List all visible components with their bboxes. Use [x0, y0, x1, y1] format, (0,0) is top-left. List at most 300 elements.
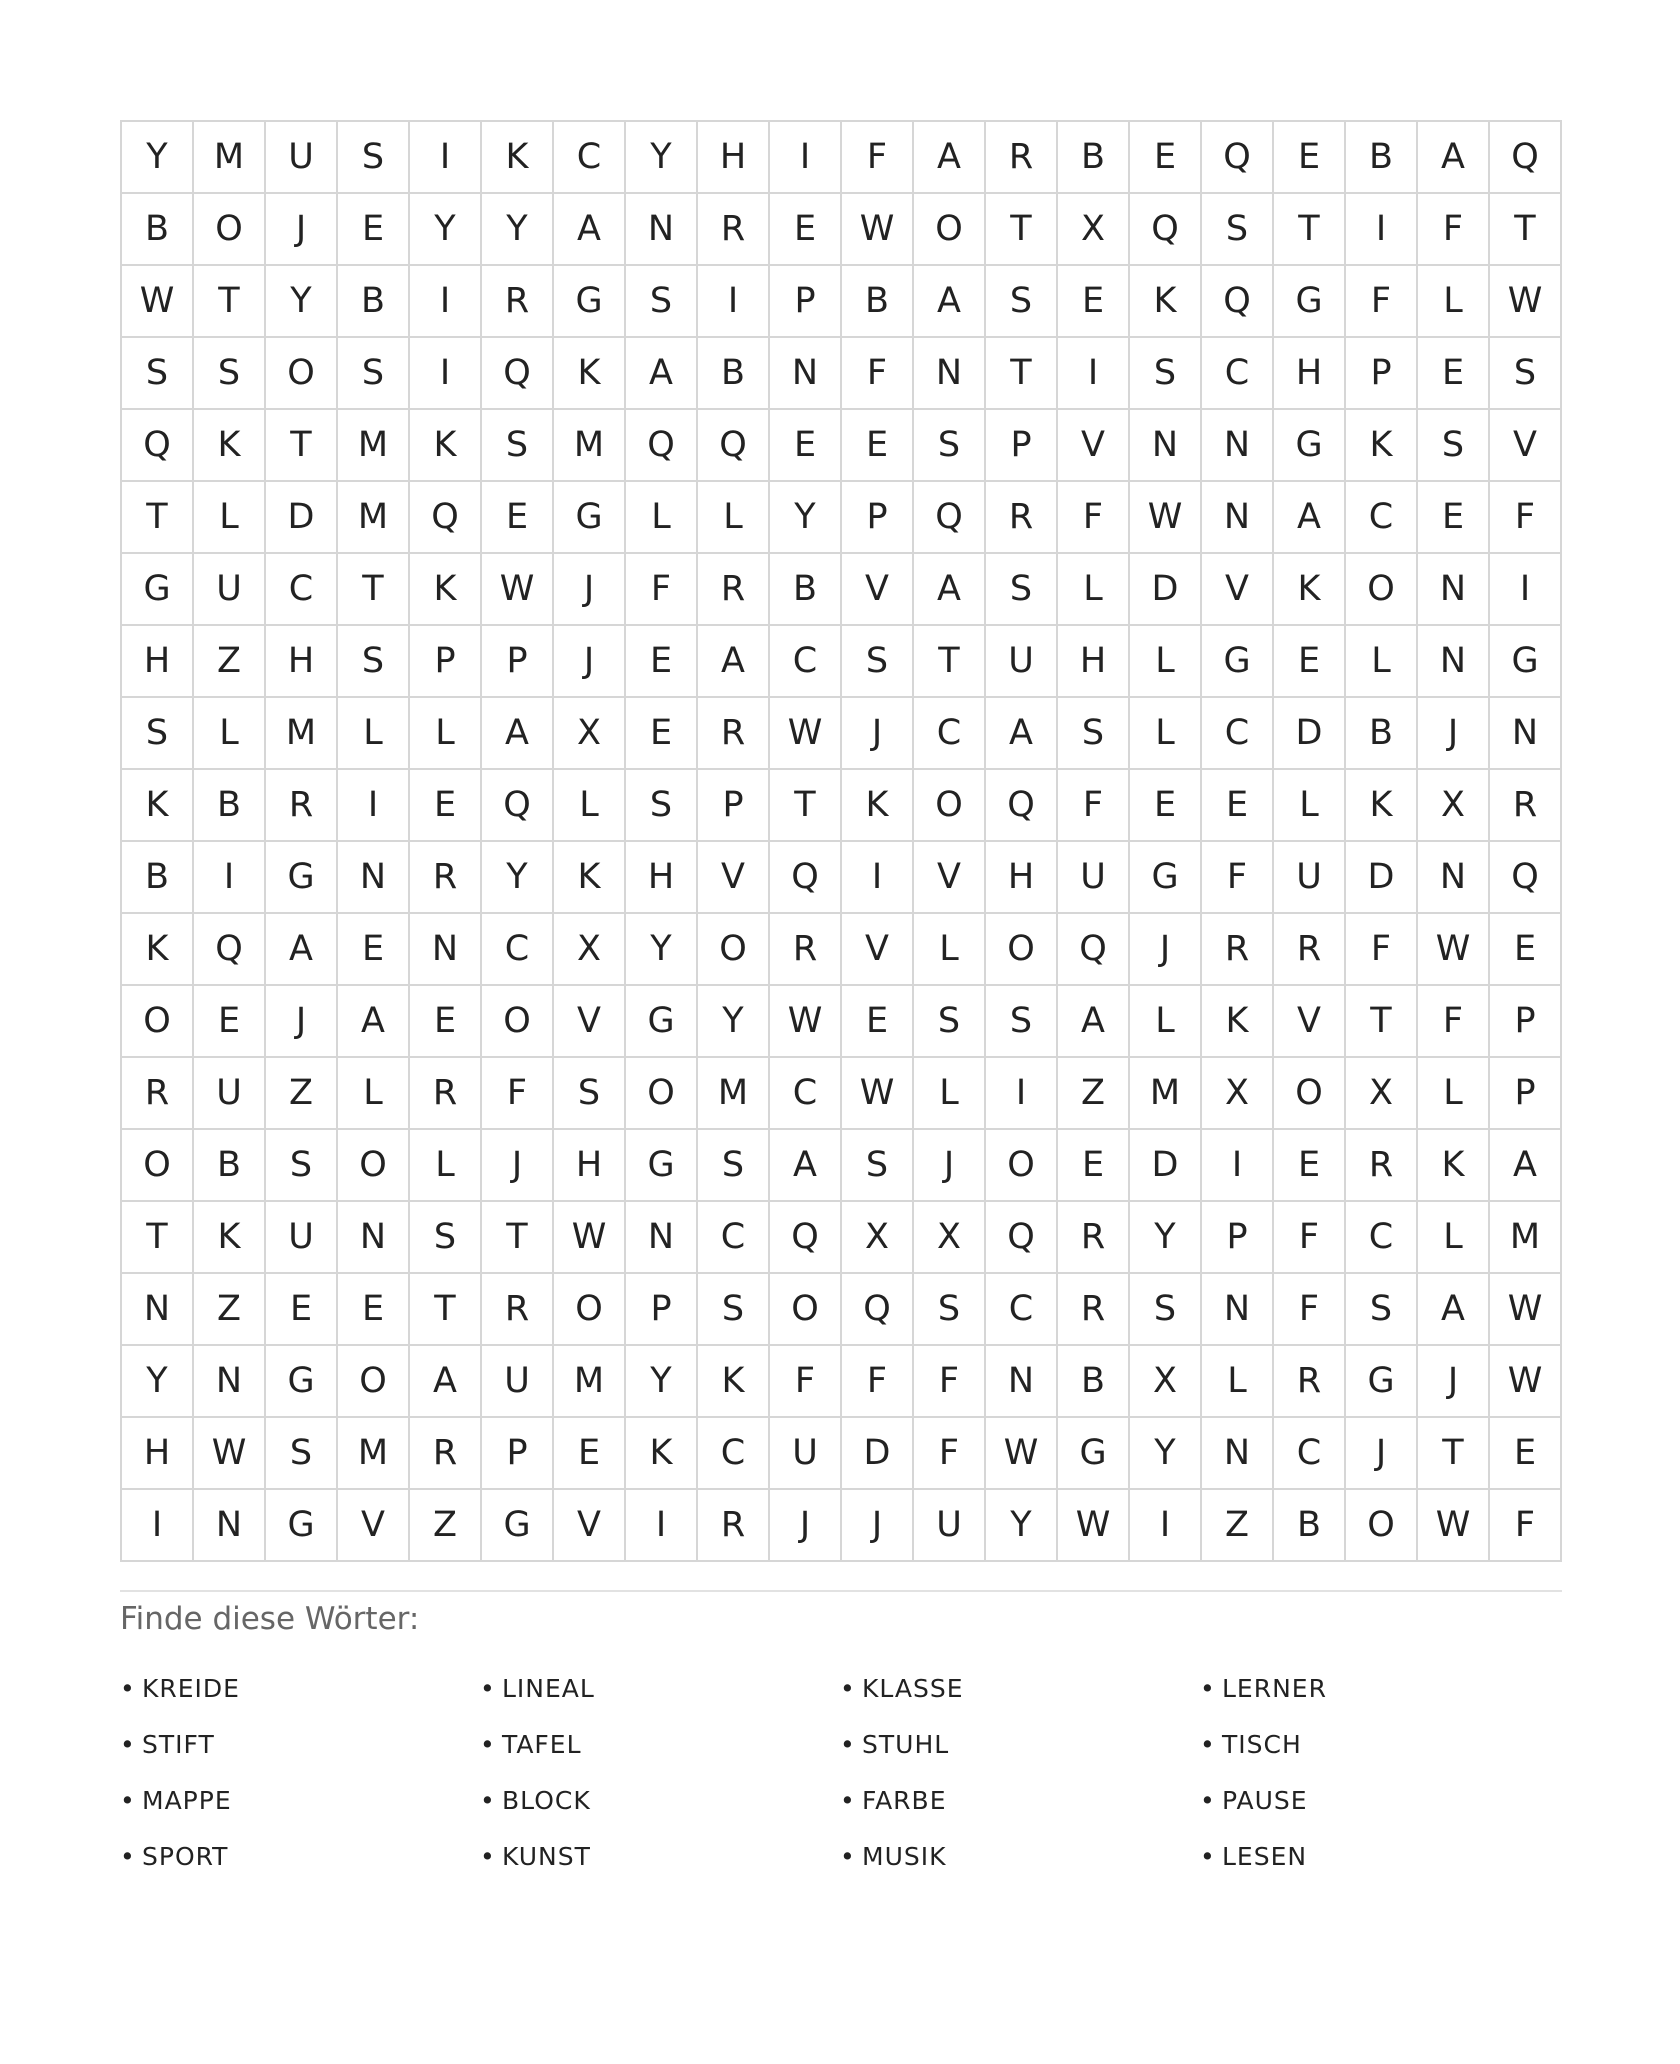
- grid-cell[interactable]: V: [1490, 410, 1562, 482]
- grid-cell[interactable]: Y: [626, 122, 698, 194]
- grid-cell[interactable]: W: [1418, 914, 1490, 986]
- grid-cell[interactable]: T: [986, 194, 1058, 266]
- grid-cell[interactable]: R: [266, 770, 338, 842]
- grid-cell[interactable]: W: [122, 266, 194, 338]
- grid-cell[interactable]: L: [698, 482, 770, 554]
- grid-cell[interactable]: J: [770, 1490, 842, 1562]
- grid-cell[interactable]: A: [482, 698, 554, 770]
- grid-cell[interactable]: N: [1202, 410, 1274, 482]
- grid-cell[interactable]: A: [914, 554, 986, 626]
- grid-cell[interactable]: S: [698, 1130, 770, 1202]
- grid-cell[interactable]: R: [410, 842, 482, 914]
- grid-cell[interactable]: L: [1130, 698, 1202, 770]
- grid-cell[interactable]: E: [1130, 122, 1202, 194]
- grid-cell[interactable]: W: [1490, 1274, 1562, 1346]
- grid-cell[interactable]: Y: [698, 986, 770, 1058]
- grid-cell[interactable]: K: [194, 410, 266, 482]
- grid-cell[interactable]: U: [266, 1202, 338, 1274]
- grid-cell[interactable]: N: [1418, 842, 1490, 914]
- grid-cell[interactable]: C: [266, 554, 338, 626]
- grid-cell[interactable]: C: [698, 1202, 770, 1274]
- grid-cell[interactable]: I: [410, 122, 482, 194]
- grid-cell[interactable]: E: [338, 914, 410, 986]
- grid-cell[interactable]: U: [482, 1346, 554, 1418]
- grid-cell[interactable]: G: [1058, 1418, 1130, 1490]
- grid-cell[interactable]: R: [410, 1058, 482, 1130]
- grid-cell[interactable]: O: [986, 914, 1058, 986]
- grid-cell[interactable]: V: [1202, 554, 1274, 626]
- grid-cell[interactable]: V: [914, 842, 986, 914]
- grid-cell[interactable]: X: [1202, 1058, 1274, 1130]
- grid-cell[interactable]: E: [1130, 770, 1202, 842]
- grid-cell[interactable]: L: [1274, 770, 1346, 842]
- grid-cell[interactable]: K: [1346, 770, 1418, 842]
- grid-cell[interactable]: O: [770, 1274, 842, 1346]
- grid-cell[interactable]: N: [1490, 698, 1562, 770]
- grid-cell[interactable]: B: [770, 554, 842, 626]
- grid-cell[interactable]: G: [266, 1490, 338, 1562]
- grid-cell[interactable]: S: [842, 626, 914, 698]
- grid-cell[interactable]: I: [842, 842, 914, 914]
- grid-cell[interactable]: U: [986, 626, 1058, 698]
- grid-cell[interactable]: Y: [626, 1346, 698, 1418]
- grid-cell[interactable]: C: [1202, 698, 1274, 770]
- grid-cell[interactable]: A: [266, 914, 338, 986]
- grid-cell[interactable]: X: [1346, 1058, 1418, 1130]
- grid-cell[interactable]: I: [410, 266, 482, 338]
- grid-cell[interactable]: U: [1274, 842, 1346, 914]
- grid-cell[interactable]: J: [554, 626, 626, 698]
- grid-cell[interactable]: S: [626, 266, 698, 338]
- grid-cell[interactable]: Y: [1130, 1418, 1202, 1490]
- grid-cell[interactable]: L: [914, 1058, 986, 1130]
- grid-cell[interactable]: S: [1202, 194, 1274, 266]
- grid-cell[interactable]: B: [1346, 698, 1418, 770]
- grid-cell[interactable]: I: [1490, 554, 1562, 626]
- grid-cell[interactable]: L: [914, 914, 986, 986]
- grid-cell[interactable]: T: [1490, 194, 1562, 266]
- grid-cell[interactable]: Q: [482, 338, 554, 410]
- grid-cell[interactable]: W: [554, 1202, 626, 1274]
- grid-cell[interactable]: S: [986, 986, 1058, 1058]
- grid-cell[interactable]: M: [338, 482, 410, 554]
- grid-cell[interactable]: Q: [1202, 122, 1274, 194]
- grid-cell[interactable]: H: [554, 1130, 626, 1202]
- grid-cell[interactable]: U: [194, 1058, 266, 1130]
- grid-cell[interactable]: K: [410, 554, 482, 626]
- grid-cell[interactable]: R: [1274, 914, 1346, 986]
- grid-cell[interactable]: B: [1346, 122, 1418, 194]
- grid-cell[interactable]: Y: [122, 1346, 194, 1418]
- grid-cell[interactable]: R: [1346, 1130, 1418, 1202]
- grid-cell[interactable]: E: [626, 698, 698, 770]
- grid-cell[interactable]: K: [554, 338, 626, 410]
- grid-cell[interactable]: O: [986, 1130, 1058, 1202]
- grid-cell[interactable]: T: [914, 626, 986, 698]
- grid-cell[interactable]: O: [914, 194, 986, 266]
- grid-cell[interactable]: X: [554, 914, 626, 986]
- grid-cell[interactable]: O: [698, 914, 770, 986]
- grid-cell[interactable]: G: [1130, 842, 1202, 914]
- grid-cell[interactable]: H: [1058, 626, 1130, 698]
- grid-cell[interactable]: Z: [194, 1274, 266, 1346]
- grid-cell[interactable]: Q: [770, 1202, 842, 1274]
- grid-cell[interactable]: Y: [482, 194, 554, 266]
- grid-cell[interactable]: P: [410, 626, 482, 698]
- grid-cell[interactable]: W: [482, 554, 554, 626]
- grid-cell[interactable]: G: [626, 986, 698, 1058]
- grid-cell[interactable]: G: [626, 1130, 698, 1202]
- grid-cell[interactable]: N: [1418, 626, 1490, 698]
- grid-cell[interactable]: R: [698, 554, 770, 626]
- grid-cell[interactable]: P: [482, 1418, 554, 1490]
- grid-cell[interactable]: S: [1058, 698, 1130, 770]
- grid-cell[interactable]: G: [554, 482, 626, 554]
- grid-cell[interactable]: O: [266, 338, 338, 410]
- grid-cell[interactable]: E: [1490, 914, 1562, 986]
- grid-cell[interactable]: O: [1274, 1058, 1346, 1130]
- grid-cell[interactable]: O: [194, 194, 266, 266]
- grid-cell[interactable]: G: [1490, 626, 1562, 698]
- grid-cell[interactable]: J: [266, 986, 338, 1058]
- grid-cell[interactable]: E: [194, 986, 266, 1058]
- grid-cell[interactable]: C: [914, 698, 986, 770]
- grid-cell[interactable]: M: [1490, 1202, 1562, 1274]
- grid-cell[interactable]: T: [122, 1202, 194, 1274]
- grid-cell[interactable]: K: [1130, 266, 1202, 338]
- grid-cell[interactable]: Z: [266, 1058, 338, 1130]
- grid-cell[interactable]: K: [698, 1346, 770, 1418]
- grid-cell[interactable]: G: [266, 842, 338, 914]
- grid-cell[interactable]: Q: [1058, 914, 1130, 986]
- grid-cell[interactable]: F: [1058, 482, 1130, 554]
- grid-cell[interactable]: O: [122, 1130, 194, 1202]
- grid-cell[interactable]: E: [554, 1418, 626, 1490]
- grid-cell[interactable]: R: [1058, 1202, 1130, 1274]
- grid-cell[interactable]: S: [1346, 1274, 1418, 1346]
- grid-cell[interactable]: M: [698, 1058, 770, 1130]
- grid-cell[interactable]: U: [194, 554, 266, 626]
- grid-cell[interactable]: W: [986, 1418, 1058, 1490]
- grid-cell[interactable]: J: [842, 698, 914, 770]
- grid-cell[interactable]: J: [482, 1130, 554, 1202]
- grid-cell[interactable]: I: [410, 338, 482, 410]
- grid-cell[interactable]: V: [842, 914, 914, 986]
- grid-cell[interactable]: E: [410, 770, 482, 842]
- grid-cell[interactable]: A: [1058, 986, 1130, 1058]
- grid-cell[interactable]: I: [1346, 194, 1418, 266]
- grid-cell[interactable]: I: [770, 122, 842, 194]
- grid-cell[interactable]: N: [626, 1202, 698, 1274]
- grid-cell[interactable]: K: [122, 914, 194, 986]
- grid-cell[interactable]: T: [986, 338, 1058, 410]
- grid-cell[interactable]: U: [266, 122, 338, 194]
- grid-cell[interactable]: E: [1490, 1418, 1562, 1490]
- grid-cell[interactable]: W: [1130, 482, 1202, 554]
- grid-cell[interactable]: D: [842, 1418, 914, 1490]
- grid-cell[interactable]: M: [194, 122, 266, 194]
- grid-cell[interactable]: F: [914, 1346, 986, 1418]
- grid-cell[interactable]: K: [842, 770, 914, 842]
- grid-cell[interactable]: O: [914, 770, 986, 842]
- grid-cell[interactable]: S: [986, 554, 1058, 626]
- grid-cell[interactable]: V: [554, 986, 626, 1058]
- grid-cell[interactable]: A: [410, 1346, 482, 1418]
- grid-cell[interactable]: Q: [122, 410, 194, 482]
- grid-cell[interactable]: E: [1274, 626, 1346, 698]
- grid-cell[interactable]: S: [122, 698, 194, 770]
- grid-cell[interactable]: Q: [482, 770, 554, 842]
- grid-cell[interactable]: C: [1274, 1418, 1346, 1490]
- grid-cell[interactable]: Q: [194, 914, 266, 986]
- grid-cell[interactable]: V: [1274, 986, 1346, 1058]
- grid-cell[interactable]: M: [554, 410, 626, 482]
- grid-cell[interactable]: F: [1274, 1274, 1346, 1346]
- grid-cell[interactable]: G: [266, 1346, 338, 1418]
- grid-cell[interactable]: P: [698, 770, 770, 842]
- grid-cell[interactable]: F: [1418, 194, 1490, 266]
- grid-cell[interactable]: P: [770, 266, 842, 338]
- grid-cell[interactable]: S: [1130, 338, 1202, 410]
- grid-cell[interactable]: E: [1274, 122, 1346, 194]
- grid-cell[interactable]: C: [698, 1418, 770, 1490]
- grid-cell[interactable]: I: [1130, 1490, 1202, 1562]
- grid-cell[interactable]: O: [338, 1130, 410, 1202]
- grid-cell[interactable]: L: [410, 698, 482, 770]
- grid-cell[interactable]: L: [626, 482, 698, 554]
- grid-cell[interactable]: Y: [770, 482, 842, 554]
- grid-cell[interactable]: U: [1058, 842, 1130, 914]
- grid-cell[interactable]: Q: [1490, 842, 1562, 914]
- grid-cell[interactable]: M: [266, 698, 338, 770]
- grid-cell[interactable]: C: [770, 1058, 842, 1130]
- grid-cell[interactable]: P: [1490, 986, 1562, 1058]
- grid-cell[interactable]: N: [194, 1490, 266, 1562]
- grid-cell[interactable]: F: [914, 1418, 986, 1490]
- grid-cell[interactable]: J: [914, 1130, 986, 1202]
- grid-cell[interactable]: N: [986, 1346, 1058, 1418]
- grid-cell[interactable]: J: [554, 554, 626, 626]
- grid-cell[interactable]: C: [554, 122, 626, 194]
- grid-cell[interactable]: J: [266, 194, 338, 266]
- grid-cell[interactable]: Q: [986, 1202, 1058, 1274]
- grid-cell[interactable]: R: [698, 194, 770, 266]
- grid-cell[interactable]: E: [482, 482, 554, 554]
- grid-cell[interactable]: R: [410, 1418, 482, 1490]
- grid-cell[interactable]: Q: [1490, 122, 1562, 194]
- grid-cell[interactable]: E: [1058, 1130, 1130, 1202]
- grid-cell[interactable]: V: [1058, 410, 1130, 482]
- grid-cell[interactable]: O: [482, 986, 554, 1058]
- grid-cell[interactable]: R: [986, 482, 1058, 554]
- grid-cell[interactable]: G: [554, 266, 626, 338]
- grid-cell[interactable]: E: [626, 626, 698, 698]
- grid-cell[interactable]: Y: [122, 122, 194, 194]
- grid-cell[interactable]: B: [1058, 122, 1130, 194]
- grid-cell[interactable]: H: [1274, 338, 1346, 410]
- grid-cell[interactable]: L: [338, 1058, 410, 1130]
- grid-cell[interactable]: I: [194, 842, 266, 914]
- grid-cell[interactable]: O: [626, 1058, 698, 1130]
- grid-cell[interactable]: R: [1202, 914, 1274, 986]
- grid-cell[interactable]: R: [986, 122, 1058, 194]
- grid-cell[interactable]: C: [1202, 338, 1274, 410]
- grid-cell[interactable]: W: [1490, 266, 1562, 338]
- grid-cell[interactable]: T: [1346, 986, 1418, 1058]
- grid-cell[interactable]: J: [1346, 1418, 1418, 1490]
- grid-cell[interactable]: L: [1058, 554, 1130, 626]
- grid-cell[interactable]: Q: [698, 410, 770, 482]
- grid-cell[interactable]: F: [842, 338, 914, 410]
- grid-cell[interactable]: E: [842, 410, 914, 482]
- grid-cell[interactable]: H: [122, 626, 194, 698]
- grid-cell[interactable]: V: [842, 554, 914, 626]
- grid-cell[interactable]: N: [770, 338, 842, 410]
- grid-cell[interactable]: W: [194, 1418, 266, 1490]
- grid-cell[interactable]: K: [1274, 554, 1346, 626]
- grid-cell[interactable]: T: [482, 1202, 554, 1274]
- grid-cell[interactable]: S: [626, 770, 698, 842]
- grid-cell[interactable]: D: [1274, 698, 1346, 770]
- grid-cell[interactable]: J: [1130, 914, 1202, 986]
- grid-cell[interactable]: R: [698, 698, 770, 770]
- grid-cell[interactable]: R: [698, 1490, 770, 1562]
- grid-cell[interactable]: E: [338, 1274, 410, 1346]
- grid-cell[interactable]: C: [1346, 482, 1418, 554]
- grid-cell[interactable]: E: [266, 1274, 338, 1346]
- grid-cell[interactable]: K: [1418, 1130, 1490, 1202]
- grid-cell[interactable]: A: [1274, 482, 1346, 554]
- grid-cell[interactable]: H: [626, 842, 698, 914]
- grid-cell[interactable]: Z: [410, 1490, 482, 1562]
- grid-cell[interactable]: Y: [986, 1490, 1058, 1562]
- grid-cell[interactable]: X: [1130, 1346, 1202, 1418]
- grid-cell[interactable]: I: [626, 1490, 698, 1562]
- grid-cell[interactable]: P: [1202, 1202, 1274, 1274]
- grid-cell[interactable]: Y: [266, 266, 338, 338]
- grid-cell[interactable]: C: [986, 1274, 1058, 1346]
- grid-cell[interactable]: A: [986, 698, 1058, 770]
- grid-cell[interactable]: F: [1346, 266, 1418, 338]
- grid-cell[interactable]: K: [122, 770, 194, 842]
- grid-cell[interactable]: A: [698, 626, 770, 698]
- grid-cell[interactable]: L: [1130, 986, 1202, 1058]
- grid-cell[interactable]: O: [1346, 554, 1418, 626]
- grid-cell[interactable]: T: [1274, 194, 1346, 266]
- grid-cell[interactable]: N: [1202, 482, 1274, 554]
- grid-cell[interactable]: Q: [842, 1274, 914, 1346]
- grid-cell[interactable]: O: [1346, 1490, 1418, 1562]
- grid-cell[interactable]: N: [194, 1346, 266, 1418]
- grid-cell[interactable]: L: [1130, 626, 1202, 698]
- grid-cell[interactable]: S: [482, 410, 554, 482]
- grid-cell[interactable]: L: [410, 1130, 482, 1202]
- grid-cell[interactable]: I: [986, 1058, 1058, 1130]
- grid-cell[interactable]: Q: [986, 770, 1058, 842]
- grid-cell[interactable]: B: [338, 266, 410, 338]
- grid-cell[interactable]: Z: [1058, 1058, 1130, 1130]
- grid-cell[interactable]: W: [770, 986, 842, 1058]
- grid-cell[interactable]: X: [554, 698, 626, 770]
- grid-cell[interactable]: S: [338, 122, 410, 194]
- grid-cell[interactable]: Q: [626, 410, 698, 482]
- grid-cell[interactable]: Y: [410, 194, 482, 266]
- grid-cell[interactable]: W: [770, 698, 842, 770]
- grid-cell[interactable]: F: [842, 1346, 914, 1418]
- grid-cell[interactable]: S: [410, 1202, 482, 1274]
- grid-cell[interactable]: N: [410, 914, 482, 986]
- grid-cell[interactable]: A: [914, 122, 986, 194]
- grid-cell[interactable]: S: [266, 1418, 338, 1490]
- grid-cell[interactable]: L: [194, 482, 266, 554]
- grid-cell[interactable]: W: [1058, 1490, 1130, 1562]
- grid-cell[interactable]: B: [194, 770, 266, 842]
- grid-cell[interactable]: F: [482, 1058, 554, 1130]
- grid-cell[interactable]: V: [338, 1490, 410, 1562]
- grid-cell[interactable]: A: [626, 338, 698, 410]
- grid-cell[interactable]: E: [1202, 770, 1274, 842]
- grid-cell[interactable]: D: [1130, 554, 1202, 626]
- grid-cell[interactable]: L: [338, 698, 410, 770]
- grid-cell[interactable]: N: [122, 1274, 194, 1346]
- grid-cell[interactable]: D: [1130, 1130, 1202, 1202]
- grid-cell[interactable]: A: [1418, 122, 1490, 194]
- grid-cell[interactable]: D: [1346, 842, 1418, 914]
- grid-cell[interactable]: R: [1058, 1274, 1130, 1346]
- grid-cell[interactable]: K: [626, 1418, 698, 1490]
- grid-cell[interactable]: B: [1058, 1346, 1130, 1418]
- grid-cell[interactable]: A: [914, 266, 986, 338]
- grid-cell[interactable]: B: [194, 1130, 266, 1202]
- grid-cell[interactable]: B: [122, 194, 194, 266]
- grid-cell[interactable]: I: [338, 770, 410, 842]
- grid-cell[interactable]: G: [1346, 1346, 1418, 1418]
- grid-cell[interactable]: E: [1058, 266, 1130, 338]
- grid-cell[interactable]: R: [122, 1058, 194, 1130]
- grid-cell[interactable]: X: [842, 1202, 914, 1274]
- grid-cell[interactable]: P: [482, 626, 554, 698]
- grid-cell[interactable]: W: [842, 194, 914, 266]
- grid-cell[interactable]: M: [554, 1346, 626, 1418]
- grid-cell[interactable]: W: [1490, 1346, 1562, 1418]
- grid-cell[interactable]: L: [1418, 1202, 1490, 1274]
- grid-cell[interactable]: H: [698, 122, 770, 194]
- grid-cell[interactable]: S: [698, 1274, 770, 1346]
- grid-cell[interactable]: S: [338, 626, 410, 698]
- grid-cell[interactable]: S: [914, 986, 986, 1058]
- grid-cell[interactable]: Y: [626, 914, 698, 986]
- grid-cell[interactable]: S: [1130, 1274, 1202, 1346]
- grid-cell[interactable]: R: [770, 914, 842, 986]
- grid-cell[interactable]: V: [698, 842, 770, 914]
- grid-cell[interactable]: H: [122, 1418, 194, 1490]
- grid-cell[interactable]: Y: [482, 842, 554, 914]
- grid-cell[interactable]: C: [770, 626, 842, 698]
- grid-cell[interactable]: C: [482, 914, 554, 986]
- grid-cell[interactable]: S: [986, 266, 1058, 338]
- grid-cell[interactable]: Y: [1130, 1202, 1202, 1274]
- grid-cell[interactable]: Z: [194, 626, 266, 698]
- grid-cell[interactable]: G: [1274, 410, 1346, 482]
- grid-cell[interactable]: S: [914, 1274, 986, 1346]
- grid-cell[interactable]: E: [410, 986, 482, 1058]
- grid-cell[interactable]: F: [1202, 842, 1274, 914]
- grid-cell[interactable]: I: [698, 266, 770, 338]
- grid-cell[interactable]: F: [1274, 1202, 1346, 1274]
- grid-cell[interactable]: N: [338, 1202, 410, 1274]
- grid-cell[interactable]: U: [770, 1418, 842, 1490]
- grid-cell[interactable]: A: [554, 194, 626, 266]
